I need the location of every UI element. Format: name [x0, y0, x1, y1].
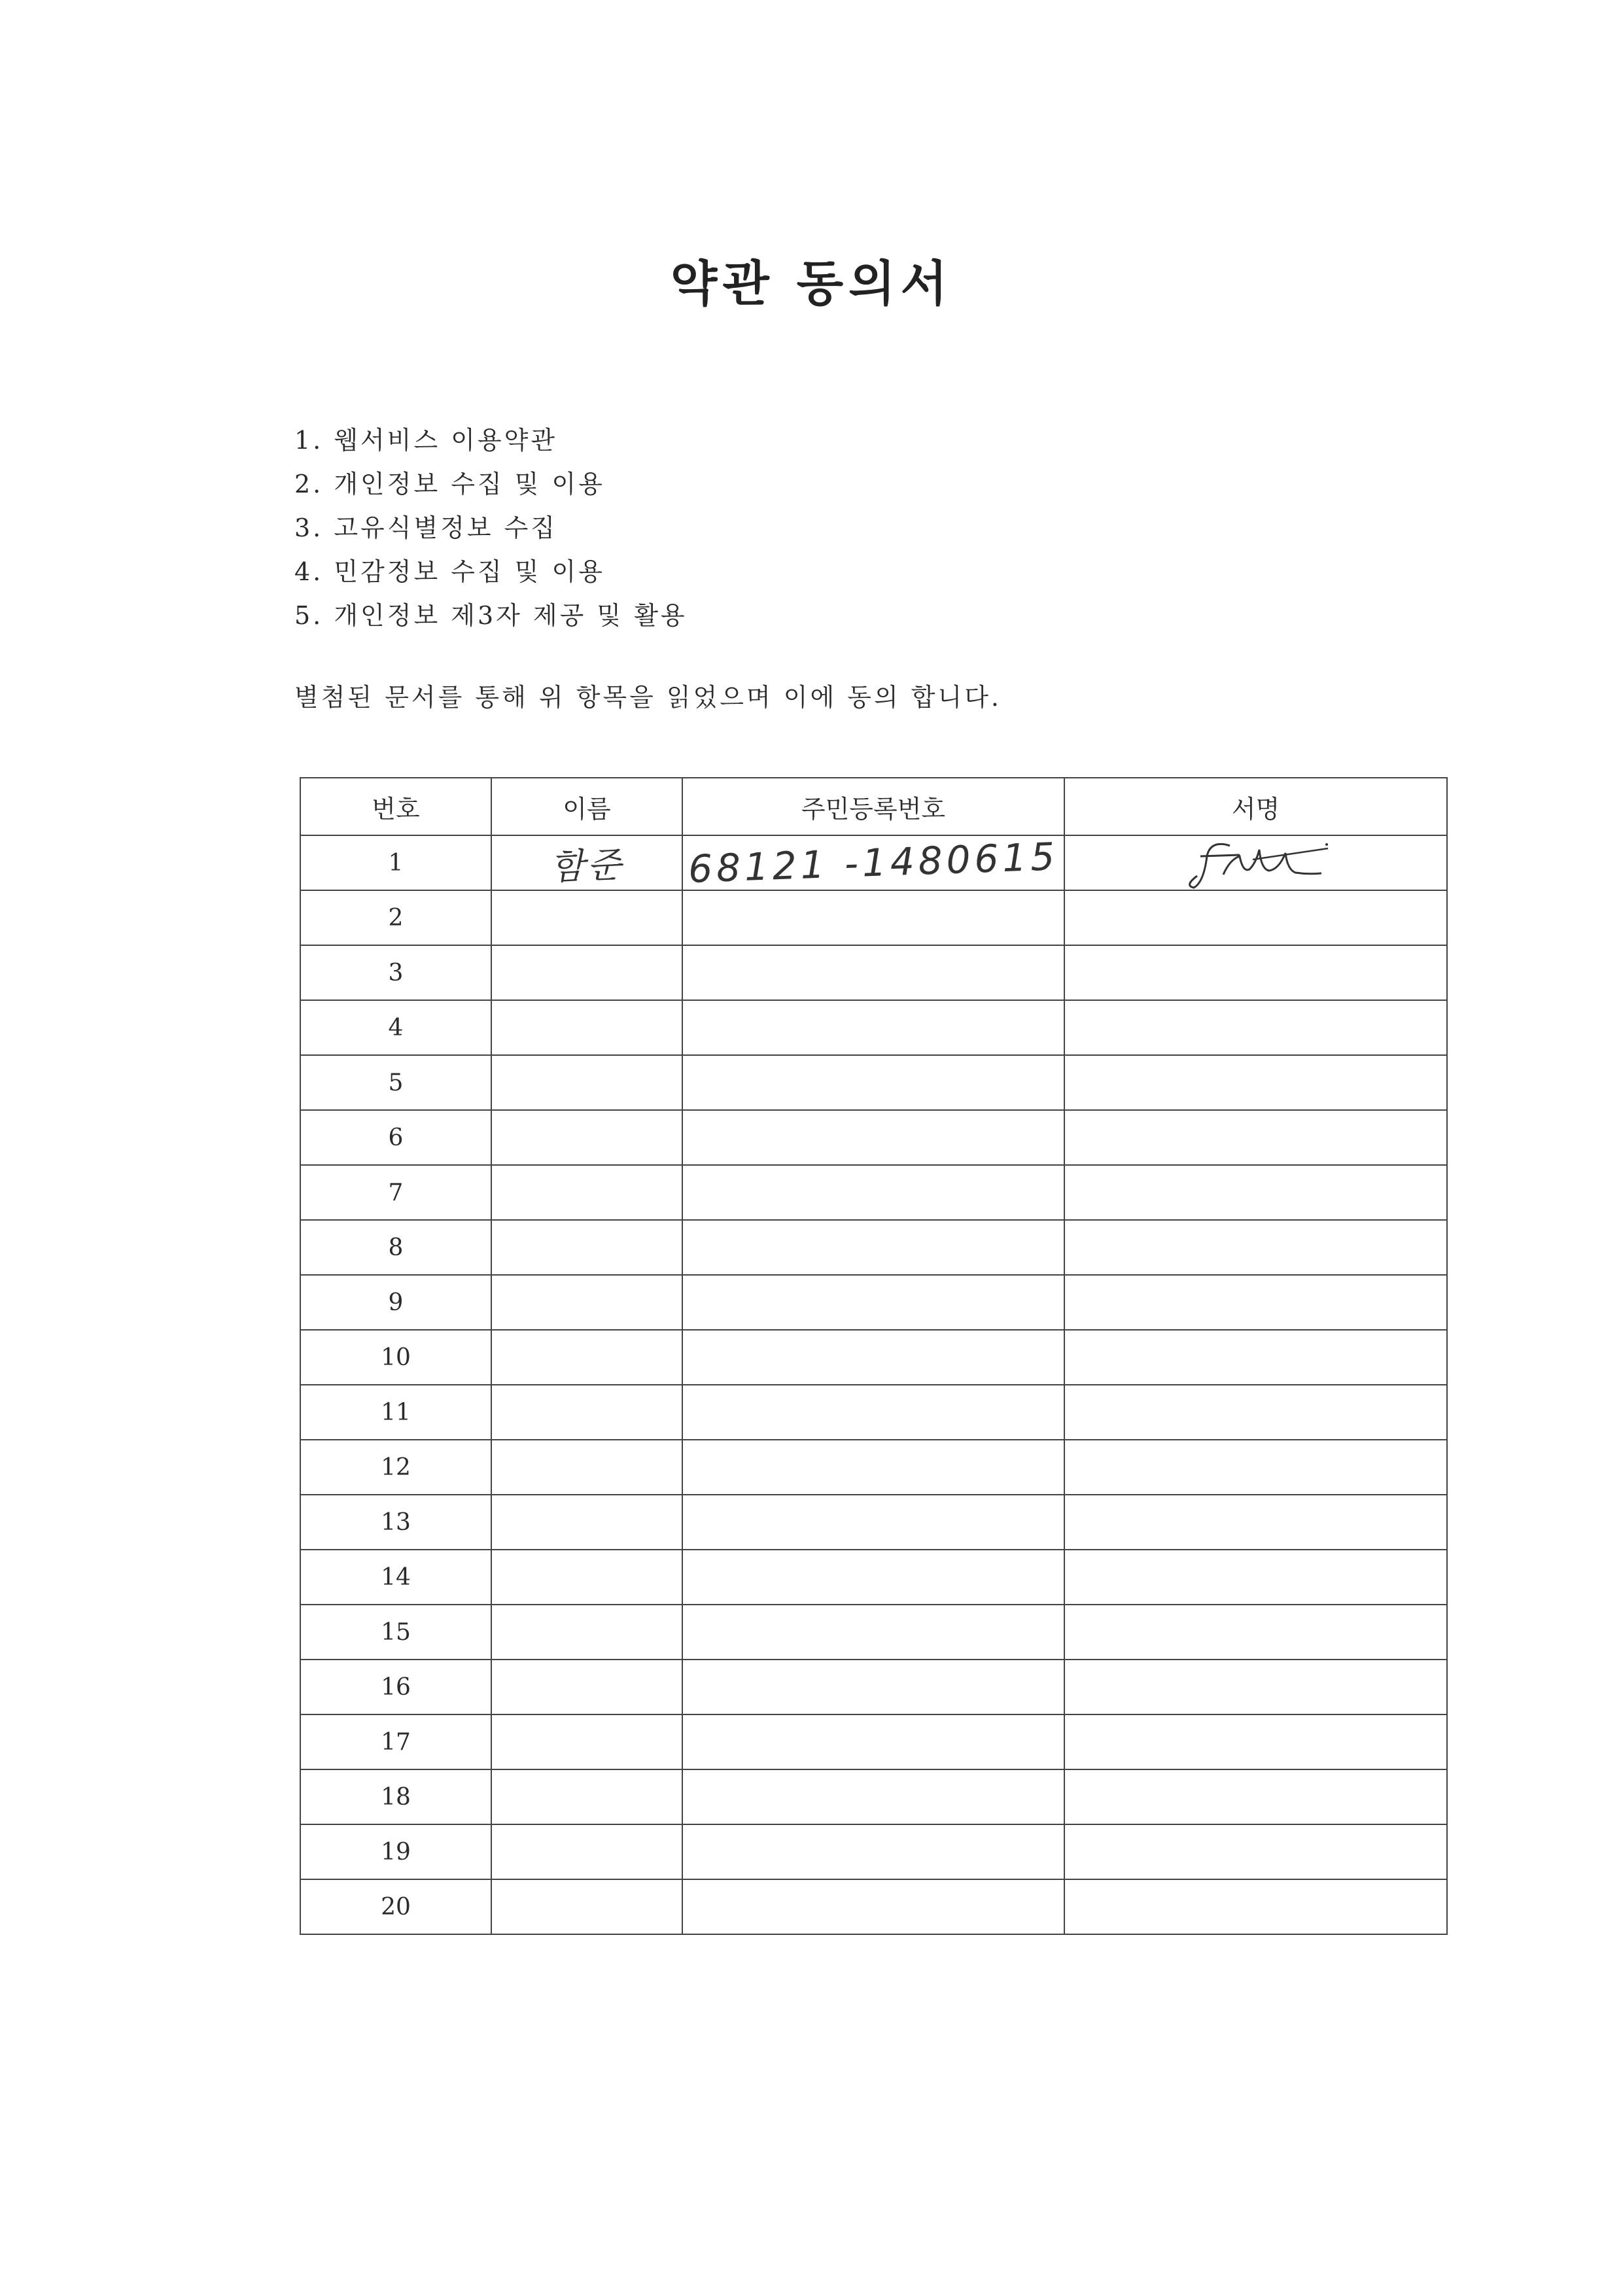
- resident-id-cell[interactable]: [682, 1824, 1064, 1879]
- signature-cell[interactable]: [1064, 1110, 1447, 1165]
- header-resident-id: 주민등록번호: [682, 778, 1064, 835]
- table-row: [300, 1714, 1447, 1769]
- resident-id-cell[interactable]: [682, 1385, 1064, 1440]
- signature-cell[interactable]: [1064, 1605, 1447, 1660]
- table-row: [300, 1110, 1447, 1165]
- resident-id-cell[interactable]: [682, 835, 1064, 890]
- resident-id-cell[interactable]: [682, 1055, 1064, 1110]
- terms-item: 4. 민감정보 수집 및 이용: [294, 557, 605, 586]
- table-row: [300, 1165, 1447, 1220]
- table-row: [300, 1000, 1447, 1055]
- handwritten-name: 함준: [549, 843, 625, 888]
- table-row: [300, 1605, 1447, 1660]
- resident-id-cell[interactable]: [682, 1660, 1064, 1714]
- resident-id-cell[interactable]: [682, 1165, 1064, 1220]
- signature-cell[interactable]: [1064, 1440, 1447, 1495]
- row-number: 19: [300, 1824, 491, 1879]
- handwritten-resident-id: 68121 -1480615: [687, 834, 1060, 892]
- name-cell[interactable]: [491, 1055, 682, 1110]
- row-number: 1: [300, 835, 491, 890]
- resident-id-cell[interactable]: [682, 1330, 1064, 1385]
- terms-item: 2. 개인정보 수집 및 이용: [294, 470, 605, 498]
- name-cell[interactable]: [491, 1769, 682, 1824]
- signature-cell[interactable]: [1064, 1385, 1447, 1440]
- row-number: 5: [300, 1055, 491, 1110]
- name-cell[interactable]: [491, 1165, 682, 1220]
- signature-cell[interactable]: [1064, 890, 1447, 945]
- row-number: 4: [300, 1000, 491, 1055]
- signature-image: [1065, 837, 1446, 889]
- signature-cell[interactable]: [1064, 1769, 1447, 1824]
- resident-id-cell[interactable]: [682, 1605, 1064, 1660]
- terms-item: 5. 개인정보 제3자 제공 및 활용: [294, 601, 688, 630]
- table-row: [300, 1275, 1447, 1330]
- header-name: 이름: [491, 778, 682, 835]
- table-row: [300, 1550, 1447, 1605]
- name-cell[interactable]: [491, 1275, 682, 1330]
- terms-item: 3. 고유식별정보 수집: [294, 513, 558, 542]
- resident-id-cell[interactable]: [682, 1714, 1064, 1769]
- table-row: [300, 1330, 1447, 1385]
- resident-id-cell[interactable]: [682, 890, 1064, 945]
- row-number: 15: [300, 1605, 491, 1660]
- row-number: 13: [300, 1495, 491, 1550]
- header-number: 번호: [300, 778, 491, 835]
- page-title: 약관 동의서: [670, 256, 953, 312]
- resident-id-cell[interactable]: [682, 1220, 1064, 1275]
- table-row: [300, 890, 1447, 945]
- name-cell[interactable]: [491, 1000, 682, 1055]
- resident-id-cell[interactable]: [682, 945, 1064, 1000]
- name-cell[interactable]: [491, 945, 682, 1000]
- row-number: 17: [300, 1714, 491, 1769]
- name-cell[interactable]: [491, 1330, 682, 1385]
- signature-cell[interactable]: [1064, 1165, 1447, 1220]
- table-row: [300, 1879, 1447, 1934]
- signature-cell[interactable]: [1064, 1879, 1447, 1934]
- name-cell[interactable]: [491, 1714, 682, 1769]
- row-number: 6: [300, 1110, 491, 1165]
- resident-id-cell[interactable]: [682, 1495, 1064, 1550]
- name-cell[interactable]: [491, 1550, 682, 1605]
- terms-item: 1. 웹서비스 이용약관: [294, 426, 558, 455]
- row-number: 12: [300, 1440, 491, 1495]
- signature-cell[interactable]: [1064, 1275, 1447, 1330]
- table-row: [300, 1769, 1447, 1824]
- table-row: [300, 1055, 1447, 1110]
- signature-cell[interactable]: [1064, 1824, 1447, 1879]
- signature-cell[interactable]: [1064, 1495, 1447, 1550]
- signature-cell[interactable]: [1064, 945, 1447, 1000]
- signature-cell[interactable]: [1064, 1000, 1447, 1055]
- row-number: 18: [300, 1769, 491, 1824]
- name-cell[interactable]: [491, 1605, 682, 1660]
- row-number: 20: [300, 1879, 491, 1934]
- name-cell[interactable]: [491, 1110, 682, 1165]
- row-number: 8: [300, 1220, 491, 1275]
- name-cell[interactable]: [491, 835, 682, 890]
- terms-list: [294, 419, 688, 638]
- table-row: [300, 1440, 1447, 1495]
- table-row: [300, 1824, 1447, 1879]
- signature-cell[interactable]: [1064, 1055, 1447, 1110]
- resident-id-cell[interactable]: [682, 1879, 1064, 1934]
- resident-id-cell[interactable]: [682, 1769, 1064, 1824]
- resident-id-cell[interactable]: [682, 1000, 1064, 1055]
- resident-id-cell[interactable]: [682, 1110, 1064, 1165]
- table-row: [300, 1385, 1447, 1440]
- row-number: 14: [300, 1550, 491, 1605]
- table-row: [300, 835, 1447, 890]
- name-cell[interactable]: [491, 1660, 682, 1714]
- row-number: 3: [300, 945, 491, 1000]
- resident-id-cell[interactable]: [682, 1275, 1064, 1330]
- header-signature: 서명: [1064, 778, 1447, 835]
- table-body: [300, 835, 1447, 1934]
- signature-cell[interactable]: [1064, 1550, 1447, 1605]
- resident-id-cell[interactable]: [682, 1550, 1064, 1605]
- name-cell[interactable]: [491, 1385, 682, 1440]
- name-cell[interactable]: [491, 1495, 682, 1550]
- name-cell[interactable]: [491, 1879, 682, 1934]
- table-row: [300, 1495, 1447, 1550]
- row-number: 11: [300, 1385, 491, 1440]
- name-cell[interactable]: [491, 890, 682, 945]
- row-number: 7: [300, 1165, 491, 1220]
- row-number: 9: [300, 1275, 491, 1330]
- table-row: [300, 1220, 1447, 1275]
- signature-cell[interactable]: [1064, 1330, 1447, 1385]
- name-cell[interactable]: [491, 1824, 682, 1879]
- consent-table: [300, 777, 1448, 1935]
- resident-id-cell[interactable]: [682, 1440, 1064, 1495]
- signature-cell[interactable]: [1064, 835, 1447, 890]
- consent-statement: 별첨된 문서를 통해 위 항목을 읽었으며 이에 동의 합니다.: [294, 683, 1002, 712]
- row-number: 16: [300, 1660, 491, 1714]
- table-row: [300, 945, 1447, 1000]
- name-cell[interactable]: [491, 1440, 682, 1495]
- name-cell[interactable]: [491, 1220, 682, 1275]
- table-header-row: [300, 778, 1447, 835]
- signature-cell[interactable]: [1064, 1714, 1447, 1769]
- table-row: [300, 1660, 1447, 1714]
- row-number: 2: [300, 890, 491, 945]
- row-number: 10: [300, 1330, 491, 1385]
- signature-cell[interactable]: [1064, 1660, 1447, 1714]
- signature-cell[interactable]: [1064, 1220, 1447, 1275]
